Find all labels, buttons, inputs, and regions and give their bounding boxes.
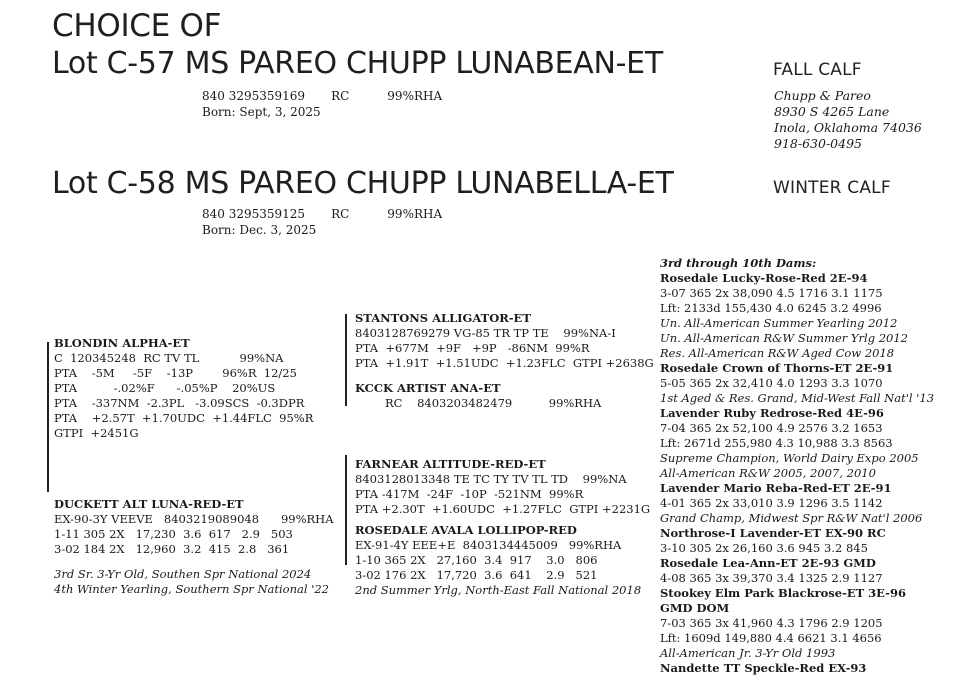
- lot-c58-calf-class: WINTER CALF: [773, 178, 891, 198]
- ancestor-dam-record: 3-10 305 2x 26,160 3.6 945 3.2 845: [660, 541, 868, 555]
- ancestor-dam-name: Lavender Mario Reba-Red-ET 2E-91: [660, 481, 892, 495]
- sire-name: BLONDIN ALPHA-ET: [54, 336, 190, 350]
- dam-dam-award: 2nd Summer Yrlg, North-East Fall National 2018: [355, 583, 642, 597]
- ancestor-dam-record: 3-07 365 2x 38,090 4.5 1716 3.1 1175: [660, 286, 883, 300]
- dam-line: EX-90-3Y VEEVE 8403219089048 99%RHA: [54, 512, 334, 526]
- dam-dam-line: 3-02 176 2X 17,720 3.6 641 2.9 521: [355, 568, 598, 582]
- dam-sire-block: [355, 457, 650, 517]
- ancestor-dam-name: Lavender Ruby Redrose-Red 4E-96: [660, 406, 884, 420]
- lot-c57-rc: RC: [331, 89, 350, 103]
- pedigree-bracket-sire: [345, 314, 347, 406]
- ancestor-dam-award: Supreme Champion, World Dairy Expo 2005: [660, 451, 919, 465]
- sire-line: PTA +2.57T +1.70UDC +1.44FLC 95%R: [54, 411, 314, 425]
- dam-dam-line: EX-91-4Y EEE+E 8403134445009 99%RHA: [355, 538, 622, 552]
- dam-sire-line: 8403128013348 TE TC TY TV TL TD 99%NA: [355, 472, 627, 486]
- ancestor-dams: [660, 256, 934, 676]
- lot-c57-reg-number: 840 3295359169: [202, 89, 306, 103]
- lot-c58-rc: RC: [331, 207, 350, 221]
- ancestor-dams-list: [660, 271, 934, 676]
- sire-sire-name: STANTONS ALLIGATOR-ET: [355, 311, 531, 325]
- ancestor-dam-award: All-American Jr. 3-Yr Old 1993: [660, 646, 836, 660]
- dam-award: 4th Winter Yearling, Southern Spr National '22: [54, 582, 329, 596]
- dam-sire-line: PTA -417M -24F -10P -521NM 99%R: [355, 487, 584, 501]
- ancestor-dam-award: All-American R&W 2005, 2007, 2010: [660, 466, 876, 480]
- ancestor-dam-name: Northrose-I Lavender-ET EX-90 RC: [660, 526, 886, 540]
- owner-phone: 918-630-0495: [774, 136, 862, 151]
- pedigree-bracket-left: [47, 342, 49, 492]
- sire-sire-line: 8403128769279 VG-85 TR TP TE 99%NA-I: [355, 326, 616, 340]
- sire-sire-line: PTA +677M +9F +9P -86NM 99%R: [355, 341, 590, 355]
- ancestor-dam-record: Lft: 2133d 155,430 4.0 6245 3.2 4996: [660, 301, 882, 315]
- sire-line: C 120345248 RC TV TL 99%NA: [54, 351, 284, 365]
- owner-street: 8930 S 4265 Lane: [774, 104, 890, 119]
- sire-sire-block: [355, 311, 654, 371]
- sire-dam-block: [355, 381, 601, 411]
- owner-name: Chupp & Pareo: [774, 88, 871, 103]
- lot-c57-registration: [202, 88, 442, 104]
- ancestor-dam-record: 4-08 365 3x 39,370 3.4 1325 2.9 1127: [660, 571, 883, 585]
- sire-line: PTA -.02%F -.05%P 20%US: [54, 381, 276, 395]
- lot-c57-calf-class: FALL CALF: [773, 60, 862, 80]
- ancestor-dam-name: Nandette TT Speckle-Red EX-93: [660, 661, 867, 675]
- ancestor-dam-record: Lft: 2671d 255,980 4.3 10,988 3.3 8563: [660, 436, 893, 450]
- sire-line: PTA -5M -5F -13P 96%R 12/25: [54, 366, 297, 380]
- ancestor-dam-award: Res. All-American R&W Aged Cow 2018: [660, 346, 895, 360]
- sire-line: GTPI +2451G: [54, 426, 139, 440]
- ancestor-dam-name: Rosedale Lucky-Rose-Red 2E-94: [660, 271, 868, 285]
- sire-line: PTA -337NM -2.3PL -3.09SCS -0.3DPR: [54, 396, 305, 410]
- dam-block: [54, 497, 334, 557]
- dam-name: DUCKETT ALT LUNA-RED-ET: [54, 497, 244, 511]
- dam-dam-block: [355, 523, 641, 598]
- sire-dam-line: RC 8403203482479 99%RHA: [385, 396, 602, 410]
- lot-c57-title: Lot C-57 MS PAREO CHUPP LUNABEAN-ET: [52, 46, 663, 81]
- dam-dam-line: 1-10 365 2X 27,160 3.4 917 3.0 806: [355, 553, 598, 567]
- dam-line: 3-02 184 2X 12,960 3.2 415 2.8 361: [54, 542, 290, 556]
- dam-sire-line: PTA +2.30T +1.60UDC +1.27FLC GTPI +2231G: [355, 502, 651, 516]
- choice-heading: CHOICE OF: [52, 8, 222, 44]
- ancestor-dam-name: Rosedale Lea-Ann-ET 2E-93 GMD: [660, 556, 876, 570]
- ancestor-dam-name: Rosedale Crown of Thorns-ET 2E-91: [660, 361, 894, 375]
- lot-c58-title: Lot C-58 MS PAREO CHUPP LUNABELLA-ET: [52, 166, 674, 201]
- dam-sire-name: FARNEAR ALTITUDE-RED-ET: [355, 457, 546, 471]
- owner-city: Inola, Oklahoma 74036: [774, 120, 922, 135]
- sire-sire-line: PTA +1.91T +1.51UDC +1.23FLC GTPI +2638G: [355, 356, 654, 370]
- ancestor-dam-record: 5-05 365 2x 32,410 4.0 1293 3.3 1070: [660, 376, 883, 390]
- ancestor-dam-record: Lft: 1609d 149,880 4.4 6621 3.1 4656: [660, 631, 882, 645]
- lot-c58-registration: [202, 206, 442, 222]
- pedigree-bracket-dam: [345, 455, 347, 565]
- ancestor-dam-record: 7-03 365 3x 41,960 4.3 1796 2.9 1205: [660, 616, 883, 630]
- ancestor-dam-award: Grand Champ, Midwest Spr R&W Nat'l 2006: [660, 511, 923, 525]
- lot-c58-rha: 99%RHA: [387, 207, 443, 221]
- dam-dam-name: ROSEDALE AVALA LOLLIPOP-RED: [355, 523, 577, 537]
- ancestor-dam-award: 1st Aged & Res. Grand, Mid-West Fall Nat'l '13: [660, 391, 935, 405]
- ancestor-dam-award: Un. All-American R&W Summer Yrlg 2012: [660, 331, 908, 345]
- ancestor-dam-record: 4-01 365 2x 33,010 3.9 1296 3.5 1142: [660, 496, 883, 510]
- owner-address: [774, 88, 922, 152]
- lot-c57-rha: 99%RHA: [387, 89, 443, 103]
- sire-dam-name: KCCK ARTIST ANA-ET: [355, 381, 501, 395]
- sire-block: [54, 336, 313, 441]
- dam-line: 1-11 305 2X 17,230 3.6 617 2.9 503: [54, 527, 293, 541]
- ancestor-dam-record: 7-04 365 2x 52,100 4.9 2576 3.2 1653: [660, 421, 883, 435]
- dam-awards: [54, 567, 329, 597]
- ancestor-dam-award: Un. All-American Summer Yearling 2012: [660, 316, 898, 330]
- ancestor-dams-heading: 3rd through 10th Dams:: [660, 256, 817, 270]
- ancestor-dam-name: Stookey Elm Park Blackrose-ET 3E-96: [660, 586, 906, 600]
- ancestor-dam-name: GMD DOM: [660, 601, 730, 615]
- dam-award: 3rd Sr. 3-Yr Old, Southen Spr National 2024: [54, 567, 312, 581]
- lot-c58-reg-number: 840 3295359125: [202, 207, 306, 221]
- lot-c58-born: Born: Dec. 3, 2025: [202, 223, 317, 237]
- lot-c57-born: Born: Sept, 3, 2025: [202, 105, 321, 119]
